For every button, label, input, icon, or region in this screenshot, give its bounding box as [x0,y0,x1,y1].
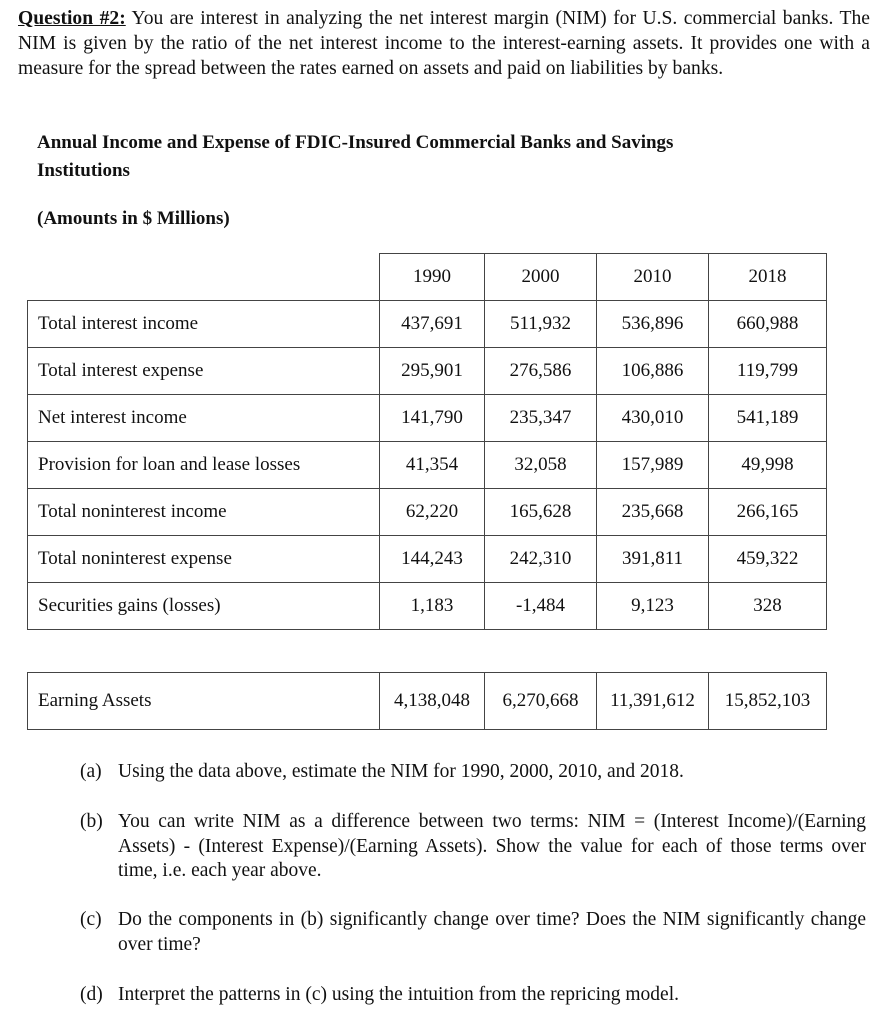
table-row [28,583,827,630]
cell-value: 49,998 [709,442,827,489]
question-text: Using the data above, estimate the NIM for 1990, 2000, 2010, and 2018. [118,761,684,782]
year-header: 1990 [380,254,485,301]
income-expense-table [27,253,827,630]
cell-value: -1,484 [485,583,597,630]
cell-value: 437,691 [380,301,485,348]
row-label: Total interest income [28,301,380,348]
row-label: Net interest income [28,395,380,442]
question-intro [18,6,870,81]
row-label: Total noninterest expense [28,536,380,583]
cell-value: 11,391,612 [597,673,709,730]
row-label: Earning Assets [28,673,380,730]
question-item [80,810,866,884]
cell-value: 62,220 [380,489,485,536]
question-text: Do the components in (b) significantly change over time? Does the NIM significantly change over time? [118,909,866,955]
row-label: Provision for loan and lease losses [28,442,380,489]
cell-value: 106,886 [597,348,709,395]
cell-value: 157,989 [597,442,709,489]
table-row [28,348,827,395]
cell-value: 141,790 [380,395,485,442]
table-title-line2: Institutions [37,160,130,181]
question-item [80,760,866,785]
cell-value: 328 [709,583,827,630]
cell-value: 242,310 [485,536,597,583]
cell-value: 144,243 [380,536,485,583]
row-label: Total noninterest income [28,489,380,536]
cell-value: 165,628 [485,489,597,536]
question-text: Interpret the patterns in (c) using the intuition from the repricing model. [118,984,680,1005]
question-letter: (b) [80,811,103,832]
cell-value: 459,322 [709,536,827,583]
cell-value: 276,586 [485,348,597,395]
year-header: 2018 [709,254,827,301]
table-title-line1: Annual Income and Expense of FDIC-Insured Commercial Banks and Savings [37,132,674,153]
cell-value: 1,183 [380,583,485,630]
cell-value: 511,932 [485,301,597,348]
row-label: Securities gains (losses) [28,583,380,630]
cell-value: 235,668 [597,489,709,536]
cell-value: 541,189 [709,395,827,442]
header-blank-cell [28,254,380,301]
question-letter: (d) [80,984,103,1005]
table-row [28,489,827,536]
year-header: 2010 [597,254,709,301]
table-row [28,442,827,489]
cell-value: 430,010 [597,395,709,442]
table-header-row [28,254,827,301]
cell-value: 266,165 [709,489,827,536]
cell-value: 4,138,048 [380,673,485,730]
table-row [28,395,827,442]
table-row [28,301,827,348]
question-item [80,908,866,957]
cell-value: 660,988 [709,301,827,348]
cell-value: 32,058 [485,442,597,489]
cell-value: 119,799 [709,348,827,395]
cell-value: 295,901 [380,348,485,395]
question-label: Question #2: [18,8,126,29]
question-item [80,983,866,1008]
table-units: (Amounts in $ Millions) [37,208,230,229]
question-letter: (c) [80,909,102,930]
row-label: Total interest expense [28,348,380,395]
cell-value: 6,270,668 [485,673,597,730]
cell-value: 536,896 [597,301,709,348]
cell-value: 41,354 [380,442,485,489]
question-intro-text: You are interest in analyzing the net interest margin (NIM) for U.S. commercial banks. The NIM is given by the ratio of the net interest income to the interest-earning assets. It provides one with a measure for the spread between the rates earned on assets and paid on liabilities by banks. [18,8,870,79]
question-text: You can write NIM as a difference between two terms: NIM = (Interest Income)/(Earning Assets) - (Interest Expense)/(Earning Assets). Show the value for each of those terms over time, i.e. each year above. [118,811,866,881]
earning-assets-table [27,672,827,730]
year-header: 2000 [485,254,597,301]
cell-value: 9,123 [597,583,709,630]
table-row [28,536,827,583]
table-row [28,673,827,730]
cell-value: 391,811 [597,536,709,583]
question-letter: (a) [80,761,102,782]
cell-value: 15,852,103 [709,673,827,730]
cell-value: 235,347 [485,395,597,442]
